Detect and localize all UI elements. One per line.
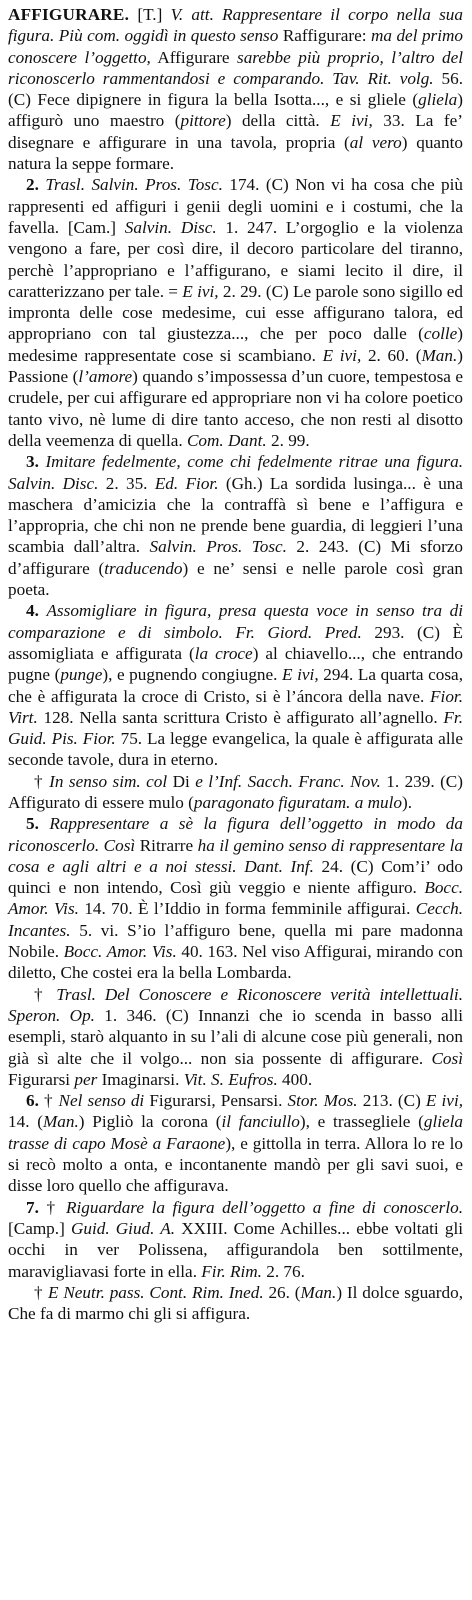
text-run: † xyxy=(34,771,50,791)
italic-run: E ivi, xyxy=(282,665,319,685)
headword: AFFIGURARE. xyxy=(8,5,130,24)
italic-run: Bocc. Amor. Vis. xyxy=(63,942,177,962)
text-run: ) quando s’impossessa d’un cuore, tempestosa e crudele, per cui affigurare ed appropriare non vi ha colore poetico tanto vivo, nè lume di dire tanto acceso, che non resti al disotto della veemenza di quella. xyxy=(8,367,463,450)
italic-run: Fir. Rim. xyxy=(201,1261,262,1281)
italic-run: l’amore xyxy=(78,367,133,387)
text-run: 2. 76. xyxy=(261,1261,305,1281)
text-run: 26. ( xyxy=(263,1282,301,1302)
italic-run: e l’Inf. Sacch. Franc. Nov. xyxy=(195,771,381,791)
italic-run: Così xyxy=(431,1048,463,1068)
sense-5 xyxy=(8,813,463,983)
italic-run: Salvin. Pros. Tosc. xyxy=(149,537,287,557)
text-run: † xyxy=(46,1197,66,1217)
italic-run: Bocc. Amor. Vis. xyxy=(8,878,463,919)
sense-7 xyxy=(8,1197,463,1282)
text-run: 33. La fe’ disegnare e affigurare in una tavola, propria ( xyxy=(8,111,463,152)
text-run: 2. 99. xyxy=(266,430,310,450)
italic-run: Man. xyxy=(421,345,458,365)
text-run: 1. 239. (C) Affigurato di essere mulo ( xyxy=(8,771,463,812)
italic-run: E Neutr. pass. Cont. Rim. Ined. xyxy=(47,1282,264,1302)
italic-run: paragonato figuratam. a mulo xyxy=(193,792,403,812)
italic-run: Nel senso di xyxy=(58,1091,145,1111)
sense-4 xyxy=(8,600,463,770)
text-run: ) al chiavello..., che entrando pugne ( xyxy=(8,643,463,685)
italic-run: Assomigliare in figura, presa questa voce in senso tra di comparazione e di simbolo. Fr. Giord. Pred. xyxy=(8,601,463,642)
text-run: ), e gittolla in terra. Allora lo re lo si recò molto a onta, e incontanente mandò per gli savi suoi, e disse loro quello che affigurava. xyxy=(8,1133,463,1196)
italic-run: Rappresentare a sè la figura dell’oggetto in modo da riconoscerlo. Così xyxy=(8,814,463,855)
italic-run: E ivi, xyxy=(322,345,362,365)
italic-run: Guid. Giud. A. xyxy=(70,1218,176,1238)
italic-run: E ivi, xyxy=(330,111,373,131)
italic-run: gliela trasse di capo Mosè a Faraone xyxy=(8,1112,464,1153)
sense-6 xyxy=(8,1090,463,1196)
sense-3 xyxy=(8,451,463,600)
italic-run: il fanciullo xyxy=(221,1112,300,1132)
text-run: 24. (C) Com’i’ odo quinci e non intendo, Così giù veggio e niente affiguro. xyxy=(8,856,463,898)
text-run: 14. ( xyxy=(8,1112,43,1132)
text-run: ), e pugnendo congiugne. xyxy=(102,665,283,685)
sense-number: 5. xyxy=(26,814,50,834)
italic-run: V. att. Rappresentare il corpo nella sua figura. Più com. oggidì in questo senso xyxy=(8,5,463,46)
sense-number: 7. xyxy=(26,1197,47,1217)
text-run: (Gh.) La sordida lusinga... è una maschera d’amicizia che la contraffà sì bene e l’affigura e l’appropria, che chi non ne prende bene guardia, di leggieri l’una scambia dall’altra. xyxy=(8,473,464,557)
text-run: 40. 163. Nel viso Affigurai, mirando con diletto, Che costei era la bella Lombarda. xyxy=(8,942,463,983)
text-run: Di xyxy=(167,771,196,791)
entry-intro xyxy=(8,4,463,174)
italic-run: per xyxy=(74,1069,98,1089)
text-run: ), e trassegliele ( xyxy=(299,1112,424,1132)
text-run: [Camp.] xyxy=(8,1218,71,1238)
italic-run: la croce xyxy=(194,643,253,663)
text-run: Figurarsi xyxy=(8,1069,75,1089)
sense-number: 6. xyxy=(26,1091,45,1111)
text-run: 174. (C) Non vi ha cosa che più rappresenti ed affiguri i genii degli uomini e i costumi, che la favella. [Cam.] xyxy=(8,175,463,237)
italic-run: pittore xyxy=(180,111,226,131)
text-run: ) affigurò uno maestro ( xyxy=(8,90,463,131)
italic-run: ma del primo conoscere l’oggetto, xyxy=(8,26,464,67)
text-run: 2. 60. ( xyxy=(361,345,422,365)
text-run: ) Pigliò la corona ( xyxy=(78,1112,222,1132)
text-run: 1. 346. (C) Innanzi che io scenda in basso alli esempli, starò alquanto in su l’ali di alcune cose più generali, non già sì alte che il volgo... non sia possente di affigurare. xyxy=(8,1005,463,1068)
italic-run: Trasl. Del Conoscere e Riconoscere verità intellettuali. Speron. Op. xyxy=(8,984,464,1025)
text-run: ) della città. xyxy=(225,111,331,131)
text-run: Affigurare xyxy=(150,47,237,67)
italic-run: Stor. Mos. xyxy=(287,1091,358,1111)
sense-5-subsense xyxy=(8,984,463,1090)
italic-run: colle xyxy=(423,324,458,344)
italic-run: Vit. S. Eufros. xyxy=(183,1069,278,1089)
italic-run: punge xyxy=(60,665,103,685)
text-run: ) Passione ( xyxy=(8,345,463,387)
italic-run: E ivi, xyxy=(425,1091,464,1111)
italic-run: traducendo xyxy=(104,558,183,578)
sense-number: 2. xyxy=(26,175,46,195)
text-run: Imaginarsi. xyxy=(97,1069,184,1089)
text-run: 293. (C) È assomigliata e affigurata ( xyxy=(8,622,463,663)
text-run: † xyxy=(34,1282,48,1302)
text-run: Figurarsi, Pensarsi. xyxy=(144,1091,288,1111)
text-run: 2. 29. (C) Le parole sono sigillo ed impronta delle cose medesime, cui esse affigurano talora, ed appropriano con tal giustezza..., che per poco dalle ( xyxy=(8,281,463,344)
text-run: 2. 35. xyxy=(98,473,155,493)
italic-run: E ivi, xyxy=(182,281,219,301)
sense-7-subsense xyxy=(8,1282,463,1325)
text-run: ) quanto natura la seppe formare. xyxy=(8,132,464,174)
italic-run: sarebbe più proprio, l’altro del riconoscerlo rammentandosi e comparando. Tav. Rit. volg. xyxy=(8,47,463,88)
text-run: Raffigurare xyxy=(278,26,362,46)
text-run: : xyxy=(361,26,371,46)
text-run: ) Il dolce sguardo, Che fa di marmo chi gli si affigura. xyxy=(8,1282,463,1324)
italic-run: Trasl. Salvin. Pros. Tosc. xyxy=(45,175,223,195)
text-run: 128. Nella santa scrittura Cristo è affigurato all’agnello. xyxy=(37,707,444,727)
text-run: 2. 243. (C) Mi sforzo d’affigurare ( xyxy=(8,537,464,578)
italic-run: Fior. Virt. xyxy=(8,686,463,727)
italic-run: al vero xyxy=(349,132,402,152)
text-run: † xyxy=(34,984,57,1004)
sense-number: 4. xyxy=(26,601,47,621)
italic-run: Man. xyxy=(300,1282,337,1302)
sense-number: 3. xyxy=(26,452,46,472)
text-run: ). xyxy=(402,792,413,812)
text-run: 56. (C) Fece dipignere in figura la bella Isotta..., e si gliele ( xyxy=(8,68,464,110)
italic-run: Cecch. Incantes. xyxy=(8,899,463,940)
text-run: XXIII. Come Achilles... ebbe voltati gli occhi in ver Polissena, affigurandola ben sottilmente, maravigliavasi forte in ella. xyxy=(8,1218,463,1281)
text-run: 14. 70. È l’Iddio in forma femminile affigurai. xyxy=(78,899,416,919)
text-run: [T.] xyxy=(129,5,171,24)
text-run: ) medesime rappresentate cose si scambiano. xyxy=(8,324,463,365)
text-run: 294. La quarta cosa, che è affigurata la croce di Cristo, si è l’áncora della nave. xyxy=(8,665,463,706)
italic-run: Imitare fedelmente, come chi fedelmente ritrae una figura. Salvin. Disc. xyxy=(8,452,463,493)
text-run: † xyxy=(44,1091,59,1111)
text-run: 1. 247. L’orgoglio e la violenza vengono a fare, per così dire, il decoro particolare del tiranno, perchè l’appropriano e l’affigurano, e siami lecito il dire, il caratterizzano per tale. = xyxy=(8,217,464,301)
italic-run: Salvin. Disc. xyxy=(124,217,217,237)
italic-run: In senso sim. col xyxy=(49,771,168,791)
sense-4-subsense xyxy=(8,771,463,814)
sense-2 xyxy=(8,174,463,451)
text-run: ) e ne’ sensi e nelle parole così gran poeta. xyxy=(8,558,463,600)
italic-run: Riguardare la figura dell’oggetto a fine di conoscerlo. xyxy=(66,1197,464,1217)
italic-run: ha il gemino senso di rappresentare la cosa e agli altri e a noi stessi. Dant. Inf. xyxy=(8,835,463,876)
text-run: Ritrarre xyxy=(135,835,198,855)
text-run: 5. vi. S’io l’affiguro bene, quella mi pare madonna Nobile. xyxy=(8,920,463,962)
text-run: 213. (C) xyxy=(357,1091,426,1111)
italic-run: Man. xyxy=(42,1112,79,1132)
text-run: 75. La legge evangelica, la quale è affigurata alle seconde tavole, dura in eterno. xyxy=(8,729,463,770)
italic-run: gliela xyxy=(418,90,458,110)
text-run: 400. xyxy=(277,1069,313,1089)
italic-run: Ed. Fior. xyxy=(154,473,219,493)
italic-run: Com. Dant. xyxy=(186,430,267,450)
italic-run: Fr. Guid. Pis. Fior. xyxy=(8,707,463,749)
